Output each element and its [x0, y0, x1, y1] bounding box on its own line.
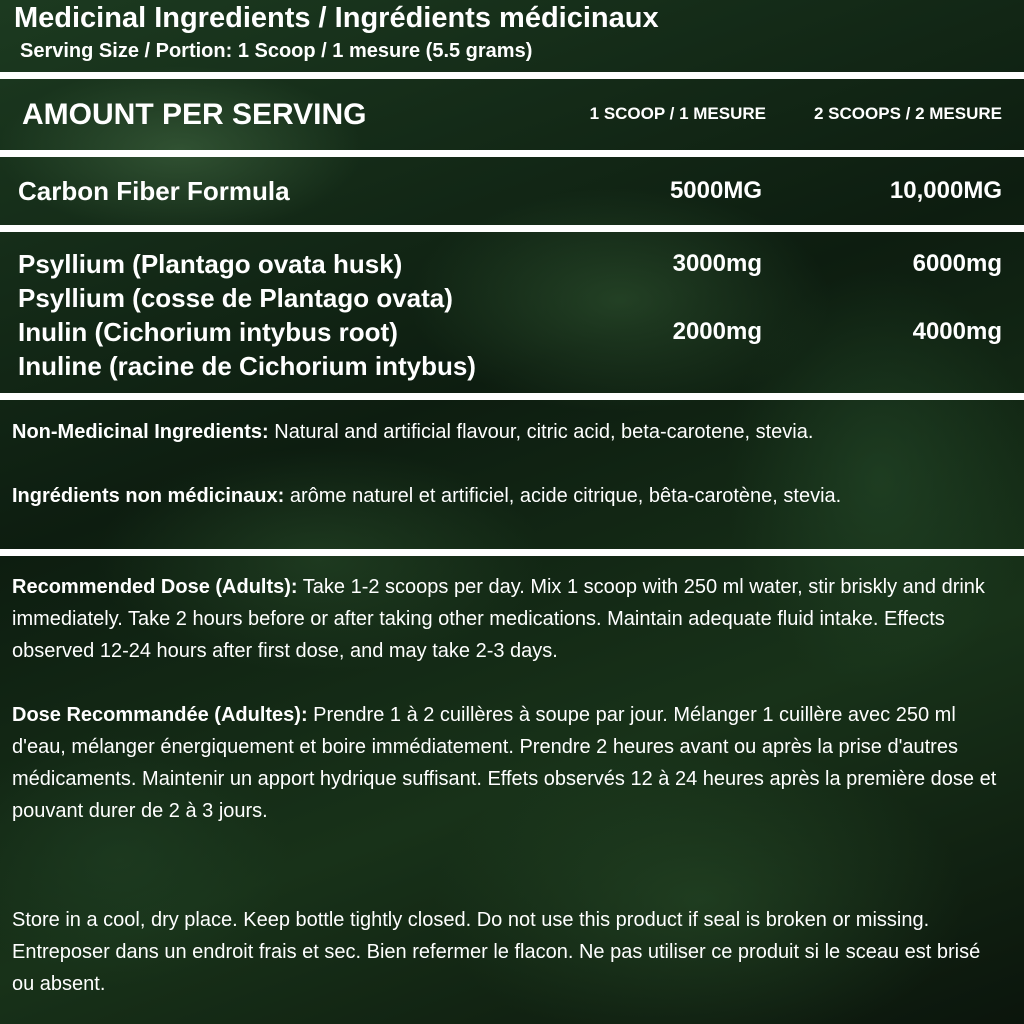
ingredient-name: Psyllium (Plantago ovata husk): [18, 249, 403, 279]
dose-en-label: Recommended Dose (Adults):: [12, 576, 298, 598]
ingredient-name: Inulin (Cichorium intybus root): [18, 317, 398, 347]
non-medicinal-fr-text: arôme naturel et artificiel, acide citrique, bêta-carotène, stevia.: [284, 485, 842, 507]
dose-fr-label: Dose Recommandée (Adultes):: [12, 704, 308, 726]
divider-2: [0, 150, 1024, 157]
divider-4: [0, 393, 1024, 400]
dose-fr: [12, 699, 1002, 827]
non-medicinal-fr-label: Ingrédients non médicinaux:: [12, 485, 285, 507]
dose-fr-text: Prendre 1 à 2 cuillères à soupe par jour. Mélanger 1 cuillère avec 250 ml d'eau, mélanger énergiquement et boire immédiatement. Prendre 2 heures avant ou après la prise d'autres médicaments. Maintenir un apport hydrique suffisant. Effets observés 12 à 24 heures après la première dose et pouvant durer de 2 à 3 jours.: [12, 704, 997, 822]
ingredient-name: Psyllium (cosse de Plantago ovata): [18, 283, 453, 313]
divider-3: [0, 225, 1024, 232]
label-title: Medicinal Ingredients / Ingrédients médicinaux: [14, 2, 659, 34]
divider-1: [0, 72, 1024, 79]
formula-amount-1-scoop: 5000MG: [669, 177, 762, 204]
dose-en: [12, 571, 1002, 667]
ingredient-name: Inuline (racine de Cichorium intybus): [18, 351, 476, 381]
non-medicinal-en-text: Natural and artificial flavour, citric acid, beta-carotene, stevia.: [268, 421, 814, 443]
ingredient-amount-1-scoop: 3000mg: [672, 250, 762, 277]
non-medicinal-en: [12, 416, 1002, 448]
non-medicinal-fr: [12, 480, 1002, 512]
amount-per-serving-heading: AMOUNT PER SERVING: [22, 98, 367, 131]
ingredient-amount-2-scoops: 4000mg: [912, 318, 1002, 345]
ingredient-amount-2-scoops: 6000mg: [912, 250, 1002, 277]
column-header-1-scoop: 1 SCOOP / 1 MESURE: [589, 104, 766, 123]
divider-5: [0, 549, 1024, 556]
ingredient-amount-1-scoop: 2000mg: [672, 318, 762, 345]
serving-size: Serving Size / Portion: 1 Scoop / 1 mesure (5.5 grams): [20, 40, 533, 62]
dose-en-text: Take 1-2 scoops per day. Mix 1 scoop with 250 ml water, stir briskly and drink immediately. Take 2 hours before or after taking other medications. Maintain adequate fluid intake. Effects observed 12-24 hours after first dose, and may take 2-3 days.: [12, 576, 985, 662]
formula-amount-2-scoops: 10,000MG: [889, 177, 1002, 204]
non-medicinal-en-label: Non-Medicinal Ingredients:: [12, 421, 269, 443]
column-header-2-scoops: 2 SCOOPS / 2 MESURE: [814, 104, 1002, 123]
storage-instructions: Store in a cool, dry place. Keep bottle tightly closed. Do not use this product if seal is broken or missing. Entreposer dans un endroit frais et sec. Bien refermer le flacon. Ne pas utiliser ce produit si le sceau est brisé ou absent.: [12, 909, 981, 995]
formula-name: Carbon Fiber Formula: [18, 176, 290, 206]
